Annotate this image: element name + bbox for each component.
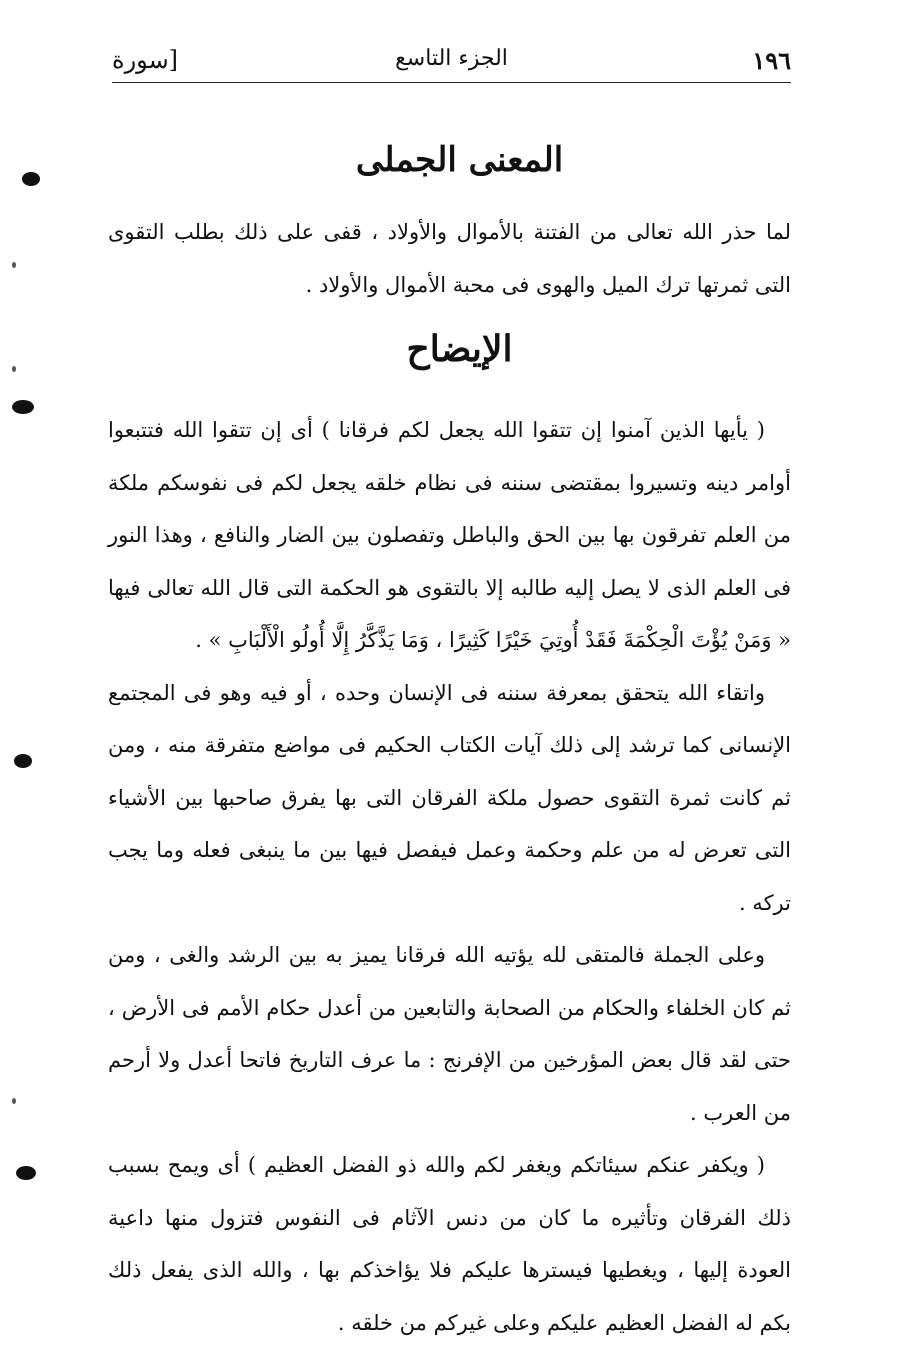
scan-blot	[14, 754, 32, 768]
section-heading-explanation: الإيضاح	[406, 328, 513, 370]
paragraph: واتقاء الله يتحقق بمعرفة سننه فى الإنسان وحده ، أو فيه وهو فى المجتمع الإنسانى كما ترشد إلى ذلك آيات الكتاب الحكيم فى مواضع متفرقة منه ، ومن ثم كانت ثمرة التقوى حصول ملكة الفرقان التى بها يفرق صاحبها بين الأشياء التى تعرض له من علم وحكمة وعمل فيفصل فيها بين ما ينبغى فعله وما يجب تركه .	[108, 680, 791, 915]
explanation-text	[108, 404, 791, 1349]
page-number: ١٩٦	[752, 46, 791, 75]
scan-blot	[12, 400, 34, 414]
summary-text	[108, 206, 791, 311]
section-heading-summary: المعنى الجملى	[355, 140, 564, 180]
paragraph: ( يأيها الذين آمنوا إن تتقوا الله يجعل لكم فرقانا ) أى إن تتقوا الله فتتبعوا أوامر دينه وتسيروا بمقتضى سننه فى نظام خلقه يجعل لكم فى نفوسكم ملكة من العلم تفرقون بها بين الحق والباطل وتفصلون بين الضار والنافع ، وهذا النور فى العلم الذى لا يصل إليه طالبه إلا بالتقوى هو الحكمة التى قال الله تعالى فيها « وَمَنْ يُؤْتَ الْحِكْمَةَ فَقَدْ أُوتِيَ خَيْرًا كَثِيرًا ، وَمَا يَذَّكَّرُ إِلَّا أُولُو الْأَلْبَابِ » .	[108, 418, 791, 652]
paragraph: وعلى الجملة فالمتقى لله يؤتيه الله فرقانا يميز به بين الرشد والغى ، ومن ثم كان الخلفاء والحكام من الصحابة والتابعين من أعدل حكام الأمم فى الأرض ، حتى لقد قال بعض المؤرخين من الإفرنج : ما عرف التاريخ فاتحا أعدل ولا أرحم من العرب .	[108, 943, 791, 1125]
scan-blot	[16, 1166, 36, 1180]
paragraph: لما حذر الله تعالى من الفتنة بالأموال والأولاد ، قفى على ذلك بطلب التقوى التى ثمرتها ترك الميل والهوى فى محبة الأموال والأولاد .	[108, 220, 791, 297]
scan-speck	[12, 1098, 16, 1104]
scan-speck	[12, 366, 16, 372]
scan-blot	[22, 172, 40, 186]
surah-label: [سورة	[112, 46, 179, 74]
part-title: الجزء التاسع	[395, 46, 508, 71]
scan-speck	[12, 262, 16, 268]
running-header	[112, 44, 791, 83]
paragraph: ( ويكفر عنكم سيئاتكم ويغفر لكم والله ذو الفضل العظيم ) أى ويمح بسبب ذلك الفرقان وتأثيره ما كان من دنس الآثام فى النفوس فتزول منها داعية العودة إليها ، ويغطيها فيسترها عليكم فلا يؤاخذكم بها ، والله الذى يفعل ذلك بكم له الفضل العظيم عليكم وعلى غيركم من خلقه .	[108, 1153, 791, 1335]
